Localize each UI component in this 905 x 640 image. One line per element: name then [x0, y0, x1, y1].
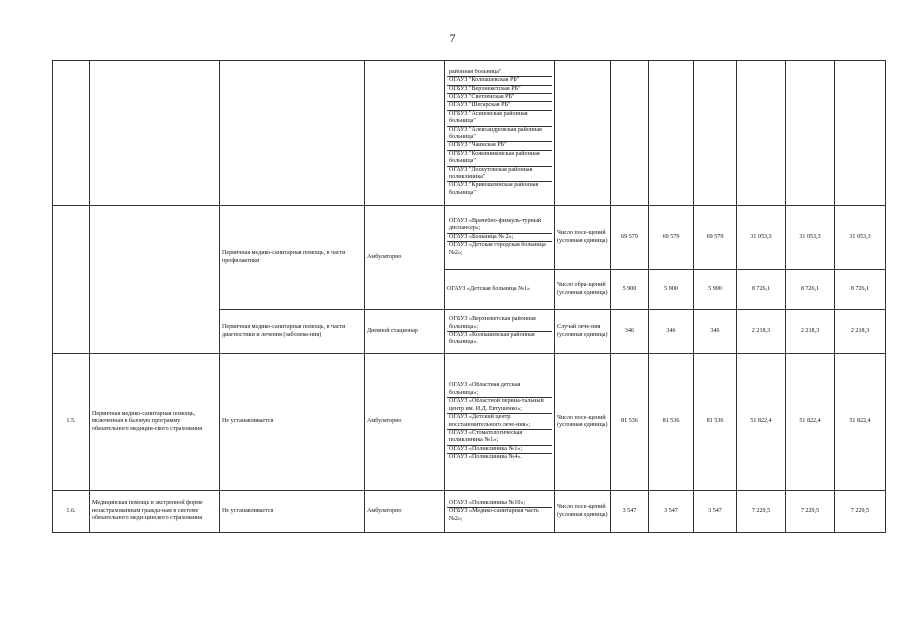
- org-item: ОГБУЗ "Асиновская районная больница": [447, 110, 552, 126]
- org-item: ОГАУЗ "Шегарская РБ": [447, 102, 552, 110]
- unit: Число обра-щений (условная единица): [555, 270, 611, 310]
- org-item: ОГАУЗ "Лоскутовская районная поликлиника": [447, 166, 552, 182]
- org-list: [445, 354, 555, 491]
- org-item: ОГБУЗ "Верхнекетская РБ": [447, 85, 552, 93]
- table-row: 1.6. Медицинская помощь в экстренной форме незастрахованным гражда-нам в системе обязательного меди-цинского страхования Не устанавливается Амбулаторно ОГАУЗ «Поликлиника №10»; ОГБУЗ «Медико-санитарная часть №2»; Число посе-щений (условная единица) 3 547 3 547 3 547 7 229,5 7 229,5 7 229,5: [53, 491, 886, 533]
- care-type: Первичная медико-санитарная помощь, в части диагностики и лечения (заболева-ния): [220, 310, 365, 354]
- care-name: Первичная медико-санитарная помощь, включенная в базовую программу обязательного медицин-ского страхования: [90, 354, 220, 491]
- org-item: ОГАУЗ «Областной перина-тальный центр им. И.Д. Евтушенко»;: [447, 398, 552, 414]
- org-item: ОГАУЗ "Колпашевская РБ": [447, 77, 552, 85]
- unit: Случай лече-ния (условная единица): [555, 310, 611, 354]
- org-list: ОГБУЗ «Верхнекетская районная больница»; ОГАУЗ «Колпашевская районная больница».: [445, 310, 555, 354]
- table-row: Первичная медико-санитарная помощь, в части профилактики Амбулаторно ОГАУЗ «Врачебно-физкуль-турный диспансер»; ОГАУЗ «Больница № 2»; ОГАУЗ «Детская городская больница №2»; Число посе-щений (условная единица) 69 579 69 579 69 579 31 053,3 31 053,3 31 053,3: [53, 206, 886, 270]
- org-list: ОГАУЗ «Поликлиника №10»; ОГБУЗ «Медико-санитарная часть №2»;: [445, 491, 555, 533]
- org-item: ОГАУЗ «Поликлиника №4».: [449, 454, 522, 461]
- org-item: районная больница": [447, 69, 552, 77]
- row-index: 1.6.: [53, 491, 90, 533]
- org-item: ОГАУЗ "Светленская РБ": [447, 93, 552, 101]
- care-name: Медицинская помощь в экстренной форме незастрахованным гражда-нам в системе обязательного меди-цинского страхования: [90, 491, 220, 533]
- table-row: Первичная медико-санитарная помощь, в части диагностики и лечения (заболева-ния) Дневной стационар ОГБУЗ «Верхнекетская районная больница»; ОГАУЗ «Колпашевская районная больница». Случай лече-ния (условная единица) 346 346 346 2 218,3 2 218,3 2 218,3: [53, 310, 886, 354]
- table-row: [53, 61, 886, 206]
- care-condition: Амбулаторно: [365, 206, 445, 310]
- org-list: [445, 61, 555, 206]
- table-row: 1.5. Первичная медико-санитарная помощь, включенная в базовую программу обязательного медицин-ского страхования Не устанавливается Амбулаторно ОГАУЗ «Областная детская больница»; ОГАУЗ «Областной перина-тальный центр им. И.Д. Евтушенко»; ОГАУЗ «Детский центр восстановительного лече-ния»; ОГАУЗ «Стоматологическая поликлиника №1»; ОГАУЗ «Поликлиника №1»; ОГАУЗ «Поликлиника №4». Число посе-щений (условная единица) 81 536 81 536 81 536 51 822,4 51 822,4 51 822,4: [53, 354, 886, 491]
- org-item: ОГАУЗ «Детский центр восстановительного лече-ния»;: [447, 414, 552, 430]
- org-item: ОГБУЗ "Чаинская РБ": [447, 142, 552, 150]
- unit: Число посе-щений (условная единица): [555, 491, 611, 533]
- care-type: Не устанавливается: [220, 354, 365, 491]
- page-number: 7: [449, 31, 456, 45]
- row-index: 1.5.: [53, 354, 90, 491]
- org-list: ОГАУЗ «Врачебно-физкуль-турный диспансер»; ОГАУЗ «Больница № 2»; ОГАУЗ «Детская городская больница №2»;: [445, 206, 555, 270]
- org-item: ОГАУЗ «Поликлиника №1»;: [447, 445, 552, 453]
- services-table: [52, 60, 886, 533]
- unit: Число посе-щений (условная единица): [555, 206, 611, 270]
- org-item: ОГАУЗ "Кривошеинская районная больница": [449, 182, 539, 196]
- care-condition: Амбулаторно: [365, 354, 445, 491]
- org-item: ОГАУЗ "Александровская районная больница": [447, 126, 552, 142]
- unit: Число посе-щений (условная единица): [555, 354, 611, 491]
- care-condition: Амбулаторно: [365, 491, 445, 533]
- org-item: ОГАУЗ «Стоматологическая поликлиника №1»;: [447, 429, 552, 445]
- table-row: ОГАУЗ «Детская больница №1» Число обра-щений (условная единица) 5 900 5 900 5 900 8 726,1 8 726,1 8 726,1: [53, 270, 886, 310]
- care-type: Первичная медико-санитарная помощь, в части профилактики: [220, 206, 365, 310]
- org-item: ОГБУЗ "Кожевниковская районная больница": [447, 150, 552, 166]
- org-item: ОГАУЗ «Областная детская больница»;: [447, 382, 552, 397]
- care-type: Не устанавливается: [220, 491, 365, 533]
- care-condition: Дневной стационар: [365, 310, 445, 354]
